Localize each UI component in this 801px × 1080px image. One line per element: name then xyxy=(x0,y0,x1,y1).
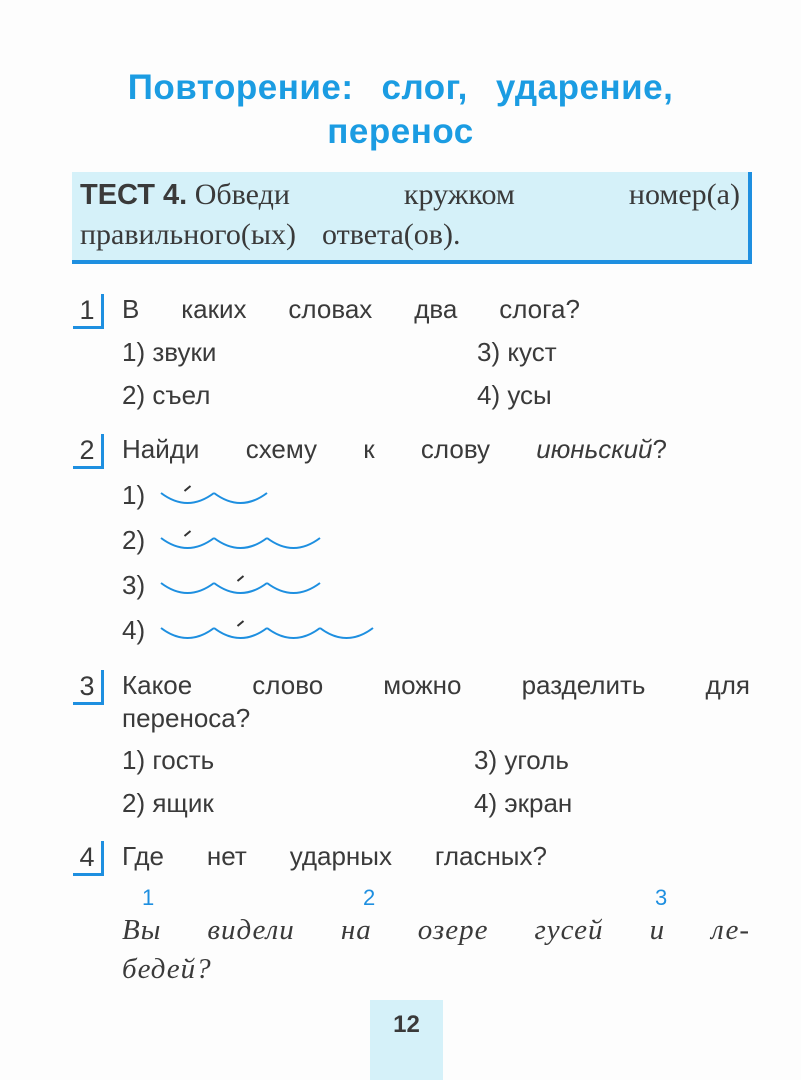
word: каких xyxy=(181,294,247,324)
test-word: номер(а) xyxy=(628,178,740,211)
word: нет xyxy=(206,841,247,871)
page-number: 12 xyxy=(370,1000,443,1080)
word: слово xyxy=(252,670,324,700)
sentence-line2: бедей? xyxy=(122,953,212,985)
word: к xyxy=(363,434,375,464)
q1-option-3[interactable]: 3) куст xyxy=(477,337,557,367)
title-word: ударение, xyxy=(495,68,674,107)
syllable-scheme xyxy=(159,528,322,554)
syllable-scheme xyxy=(159,618,375,644)
test-word: кружком xyxy=(403,178,515,211)
target-word: июньский xyxy=(536,434,653,464)
syllable-arc xyxy=(267,583,320,593)
title-word: слог, xyxy=(381,68,468,107)
q1-option-1[interactable]: 1) звуки xyxy=(122,337,217,367)
syllable-arc xyxy=(161,628,214,638)
syllable-arc xyxy=(161,538,214,548)
test-instruction-line1 xyxy=(80,178,740,212)
word: гусей xyxy=(534,914,604,946)
marker-2[interactable]: 2 xyxy=(363,885,376,910)
syllable-arc xyxy=(161,493,214,503)
word: можно xyxy=(383,670,462,700)
scheme-label: 3) xyxy=(122,570,146,600)
word: Вы xyxy=(122,914,162,946)
test-word: ответа(ов). xyxy=(322,218,461,251)
marker-3[interactable]: 3 xyxy=(655,885,668,910)
sentence-line1 xyxy=(122,914,750,947)
syllable-arc xyxy=(161,583,214,593)
word: для xyxy=(705,670,750,700)
question-4-text xyxy=(122,841,547,872)
syllable-arc xyxy=(267,538,320,548)
q3-option-2[interactable]: 2) ящик xyxy=(122,788,214,818)
word: В xyxy=(122,294,140,324)
word: гласных? xyxy=(434,841,547,871)
stress-mark xyxy=(238,621,244,626)
test-word: правильного(ых) xyxy=(80,218,296,251)
word: на xyxy=(340,914,372,946)
test-instruction-box xyxy=(72,172,752,264)
word: озере xyxy=(417,914,489,946)
q1-option-4[interactable]: 4) усы xyxy=(477,380,552,410)
word: ле- xyxy=(711,914,750,946)
syllable-arc xyxy=(214,583,267,593)
scheme-label: 1) xyxy=(122,480,146,510)
syllable-arc xyxy=(320,628,373,638)
scheme-option-3[interactable] xyxy=(122,570,322,601)
scheme-label: 2) xyxy=(122,525,146,555)
stress-mark xyxy=(185,531,191,536)
test-word: Обведи xyxy=(194,178,290,211)
title-word: Повторение: xyxy=(127,68,354,107)
scheme-label: 4) xyxy=(122,615,146,645)
syllable-scheme xyxy=(159,483,269,509)
syllable-scheme xyxy=(159,573,322,599)
syllable-arc xyxy=(214,628,267,638)
word: видели xyxy=(207,914,295,946)
test-label: ТЕСТ 4. xyxy=(80,179,188,211)
test-line1-group xyxy=(80,178,290,212)
q3-option-4[interactable]: 4) экран xyxy=(474,788,573,818)
word: слога? xyxy=(499,294,580,324)
syllable-arc xyxy=(214,493,267,503)
word: и xyxy=(649,914,666,946)
question-number-1: 1 xyxy=(73,294,104,329)
question-number-3: 3 xyxy=(73,670,104,705)
scheme-option-2[interactable] xyxy=(122,525,322,556)
word: ударных xyxy=(289,841,392,871)
syllable-arc xyxy=(267,628,320,638)
word: разделить xyxy=(521,670,646,700)
word: Какое xyxy=(122,670,193,700)
punct: ? xyxy=(652,434,667,464)
stress-mark xyxy=(238,576,244,581)
word: словах xyxy=(288,294,373,324)
word: два xyxy=(414,294,458,324)
scheme-option-4[interactable] xyxy=(122,615,375,646)
word: Найди xyxy=(122,434,200,464)
question-1-text xyxy=(122,294,580,325)
question-number-2: 2 xyxy=(73,434,104,469)
question-3-text-line2: переноса? xyxy=(122,703,251,733)
scheme-option-1[interactable] xyxy=(122,480,269,511)
word: схему xyxy=(245,434,318,464)
word: слову xyxy=(420,434,491,464)
q3-option-1[interactable]: 1) гость xyxy=(122,745,215,775)
syllable-arc xyxy=(214,538,267,548)
q3-option-3[interactable]: 3) уголь xyxy=(474,745,569,775)
q1-option-2[interactable]: 2) съел xyxy=(122,380,211,410)
question-number-4: 4 xyxy=(73,841,104,876)
question-3-text xyxy=(122,670,750,701)
word: Где xyxy=(122,841,164,871)
page-title-line2: перенос xyxy=(327,112,474,151)
page-title-line1 xyxy=(0,68,801,108)
stress-mark xyxy=(185,486,191,491)
marker-1[interactable]: 1 xyxy=(142,885,155,910)
question-2-text xyxy=(122,434,667,465)
test-instruction-line2 xyxy=(80,218,740,252)
